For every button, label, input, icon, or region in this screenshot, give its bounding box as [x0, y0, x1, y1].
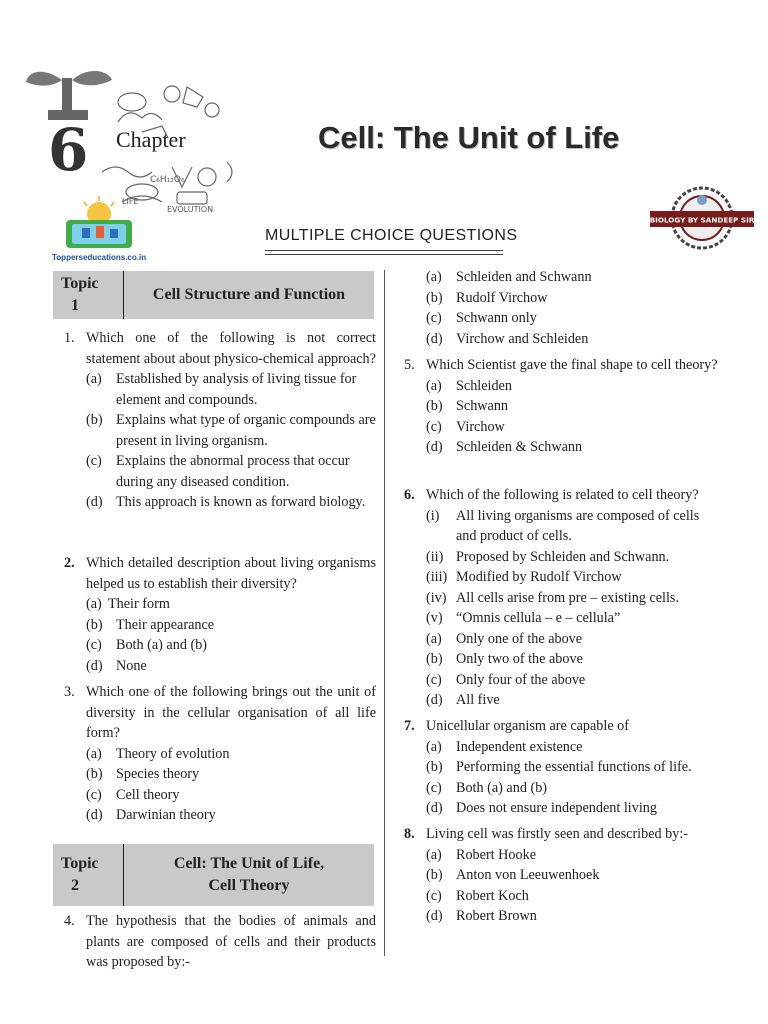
- option: [404, 376, 722, 397]
- statement-text: Modified by Rudolf Virchow: [456, 569, 622, 585]
- question: [404, 355, 722, 458]
- site-logo: [58, 196, 140, 254]
- option: [404, 798, 722, 819]
- option-text: Established by analysis of living tissue for element and compounds.: [116, 371, 357, 408]
- section-heading: MULTIPLE CHOICE QUESTIONS: [265, 227, 518, 244]
- option-label: (d): [86, 807, 103, 823]
- question-stem: Living cell was firstly seen and described by:-: [426, 826, 688, 842]
- option-label: (d): [426, 330, 443, 347]
- option: [64, 451, 376, 492]
- option: [64, 410, 376, 451]
- svg-text:LIFE: LIFE: [122, 197, 139, 206]
- option-label: (b): [86, 766, 103, 782]
- option-text: Schleiden and Schwann: [456, 269, 592, 285]
- option-label: (d): [426, 692, 443, 708]
- question-number: 6.: [404, 487, 415, 503]
- option-label: (b): [426, 867, 443, 883]
- option-text: Does not ensure independent living: [456, 800, 657, 816]
- option: [64, 615, 376, 636]
- option-text: Virchow and Schleiden: [456, 330, 589, 347]
- option-label: (b): [86, 616, 103, 633]
- question-number: 7.: [404, 718, 415, 734]
- statement: [404, 588, 722, 609]
- option: [404, 865, 722, 886]
- question-stem: The hypothesis that the bodies of animals and plants are composed of cells and their products was proposed by:-: [86, 913, 376, 970]
- option-label: (d): [426, 800, 443, 816]
- question-stem: Which Scientist gave the final shape to cell theory?: [426, 357, 718, 373]
- question-stem: Which one of the following brings out the unit of diversity in the cellular organisation of all life form?: [86, 684, 376, 741]
- question-stem: Which detailed description about living organisms helped us to establish their diversity?: [86, 555, 376, 592]
- chapter-label: Chapter: [116, 127, 186, 152]
- option-label: (c): [86, 453, 102, 469]
- question-stem: Which one of the following is not correct statement about about physico-chemical approach?: [86, 330, 376, 367]
- option-label: (c): [426, 418, 442, 435]
- statement-label: (i): [426, 507, 440, 524]
- option-text: Robert Brown: [456, 908, 537, 924]
- option: [404, 886, 722, 907]
- question: [64, 682, 376, 826]
- statement-label: (iv): [426, 589, 447, 606]
- topic-title-line: Cell Theory: [208, 877, 290, 894]
- option-text: All five: [456, 692, 500, 708]
- site-url: Topperseducations.co.in: [52, 253, 147, 262]
- option-text: Schleiden: [456, 377, 512, 394]
- option-text: Robert Koch: [456, 887, 529, 904]
- option-label: (c): [426, 779, 442, 796]
- option-label: (b): [426, 398, 443, 414]
- option-text: Rudolf Virchow: [456, 289, 548, 306]
- option-text: This approach is known as forward biology.: [116, 494, 366, 510]
- option-label: (d): [426, 439, 443, 455]
- option-label: (a): [426, 630, 442, 647]
- option-label: (a): [426, 377, 442, 394]
- option-label: (a): [426, 269, 442, 285]
- option: [64, 492, 376, 513]
- option: [64, 656, 376, 677]
- question-number: 5.: [404, 357, 415, 373]
- option-text: Cell theory: [116, 786, 180, 803]
- option-text: Explains what type of organic compounds are present in living organism.: [116, 412, 376, 449]
- option-text: Schwann: [456, 398, 509, 414]
- question-number: 1.: [64, 330, 75, 346]
- option: [404, 329, 722, 350]
- option: [64, 369, 376, 410]
- page-title: Cell: The Unit of Life: [318, 120, 620, 155]
- question: [404, 485, 722, 711]
- option-text: Only four of the above: [456, 671, 586, 688]
- question-number: 8.: [404, 826, 415, 842]
- svg-text:EVOLUTION: EVOLUTION: [167, 205, 214, 214]
- option-text: Both (a) and (b): [456, 779, 548, 796]
- option-text: Robert Hooke: [456, 846, 536, 863]
- leaf-icon: [26, 72, 62, 86]
- option-label: (a): [86, 371, 102, 387]
- option-text: Species theory: [116, 766, 200, 782]
- svg-text:BIOLOGY BY SANDEEP SIR: BIOLOGY BY SANDEEP SIR: [650, 215, 754, 225]
- option-label: (d): [86, 657, 103, 674]
- option: [64, 785, 376, 806]
- option: [404, 437, 722, 458]
- option: [404, 629, 722, 650]
- option-text: Both (a) and (b): [116, 637, 208, 653]
- option: [64, 764, 376, 785]
- option-label: (b): [86, 412, 103, 428]
- topic-title-line: Cell: The Unit of Life,: [173, 855, 325, 872]
- svg-text:C₆H₁₂O₆: C₆H₁₂O₆: [150, 175, 185, 185]
- column-divider: [384, 270, 385, 956]
- question-number: 4.: [64, 913, 75, 929]
- statement-text: Proposed by Schleiden and Schwann.: [456, 548, 670, 565]
- option-label: (b): [426, 651, 443, 667]
- option-label: (c): [426, 310, 442, 326]
- option: [64, 594, 376, 615]
- option-text: Independent existence: [456, 738, 583, 755]
- option-text: Virchow: [456, 418, 505, 435]
- option: [404, 417, 722, 438]
- option-text: Only two of the above: [456, 651, 583, 667]
- topic-box: [53, 844, 374, 906]
- option: [404, 308, 722, 329]
- option-label: (b): [426, 759, 443, 775]
- topic-label: [53, 271, 124, 319]
- option: [404, 690, 722, 711]
- option-text: Anton von Leeuwenhoek: [456, 867, 600, 883]
- topic-title: [124, 844, 374, 906]
- option-label: (a): [426, 846, 442, 863]
- option-label: (a): [426, 738, 442, 755]
- question-number: 3.: [64, 684, 75, 700]
- option: [404, 288, 722, 309]
- option: [404, 396, 722, 417]
- statement-label: (iii): [426, 569, 448, 585]
- option-text: Darwinian theory: [116, 807, 216, 823]
- option-text: Schwann only: [456, 310, 537, 326]
- option-label: (b): [426, 289, 443, 306]
- option-text: Explains the abnormal process that occur during any diseased condition.: [116, 453, 350, 490]
- topic-number: 2: [71, 877, 79, 894]
- question: [404, 716, 722, 819]
- option-text: Only one of the above: [456, 630, 583, 647]
- option-label: (c): [86, 786, 102, 803]
- statement: [404, 506, 722, 547]
- option-text: Theory of evolution: [116, 745, 230, 762]
- topic-label-text: Topic: [61, 275, 99, 292]
- question: [404, 824, 722, 927]
- option-text: None: [116, 657, 147, 674]
- biology-badge-logo: [650, 186, 754, 254]
- option-label: (c): [426, 671, 442, 688]
- option-text: Their form: [108, 596, 170, 612]
- option-label: (d): [426, 908, 443, 924]
- topic-title: Cell Structure and Function: [152, 286, 346, 303]
- question-number: 2.: [64, 555, 75, 571]
- question: [64, 328, 376, 513]
- statement: [404, 608, 722, 629]
- option-label: (d): [86, 494, 103, 510]
- question: [64, 911, 376, 973]
- topic-label-text: Topic: [61, 855, 99, 872]
- chapter-number: 6: [48, 116, 89, 184]
- leaf-icon: [72, 71, 112, 85]
- question-stem: Which of the following is related to cell theory?: [426, 487, 699, 503]
- option-text: Schleiden & Schwann: [456, 439, 583, 455]
- option: [404, 757, 722, 778]
- question-stem: Unicellular organism are capable of: [426, 718, 630, 734]
- option: [404, 649, 722, 670]
- option-text: Their appearance: [116, 616, 215, 633]
- topic-number: 1: [71, 297, 79, 314]
- statement-text: “Omnis cellula – e – cellula”: [456, 610, 621, 626]
- statement-label: (v): [426, 610, 443, 626]
- option: [404, 906, 722, 927]
- option-label: (a): [86, 596, 102, 612]
- section-underline: [265, 254, 503, 255]
- topic-box: [53, 271, 374, 319]
- option: [404, 737, 722, 758]
- option-label: (c): [86, 637, 102, 653]
- topic-label: [53, 844, 124, 906]
- statement-text: All living organisms are composed of cells and product of cells.: [456, 507, 700, 544]
- statement: [404, 567, 722, 588]
- section-underline: [265, 250, 503, 251]
- question: [64, 553, 376, 676]
- option-text: Performing the essential functions of life.: [456, 759, 692, 775]
- option-label: (c): [426, 887, 442, 904]
- option: [64, 635, 376, 656]
- option: [404, 267, 722, 288]
- option-label: (a): [86, 745, 102, 762]
- question-options-continued: [404, 267, 722, 349]
- statement: [404, 547, 722, 568]
- option: [64, 744, 376, 765]
- option: [64, 805, 376, 826]
- option: [404, 778, 722, 799]
- option: [404, 845, 722, 866]
- statement-text: All cells arise from pre – existing cells.: [456, 589, 679, 606]
- option: [404, 670, 722, 691]
- statement-label: (ii): [426, 548, 444, 565]
